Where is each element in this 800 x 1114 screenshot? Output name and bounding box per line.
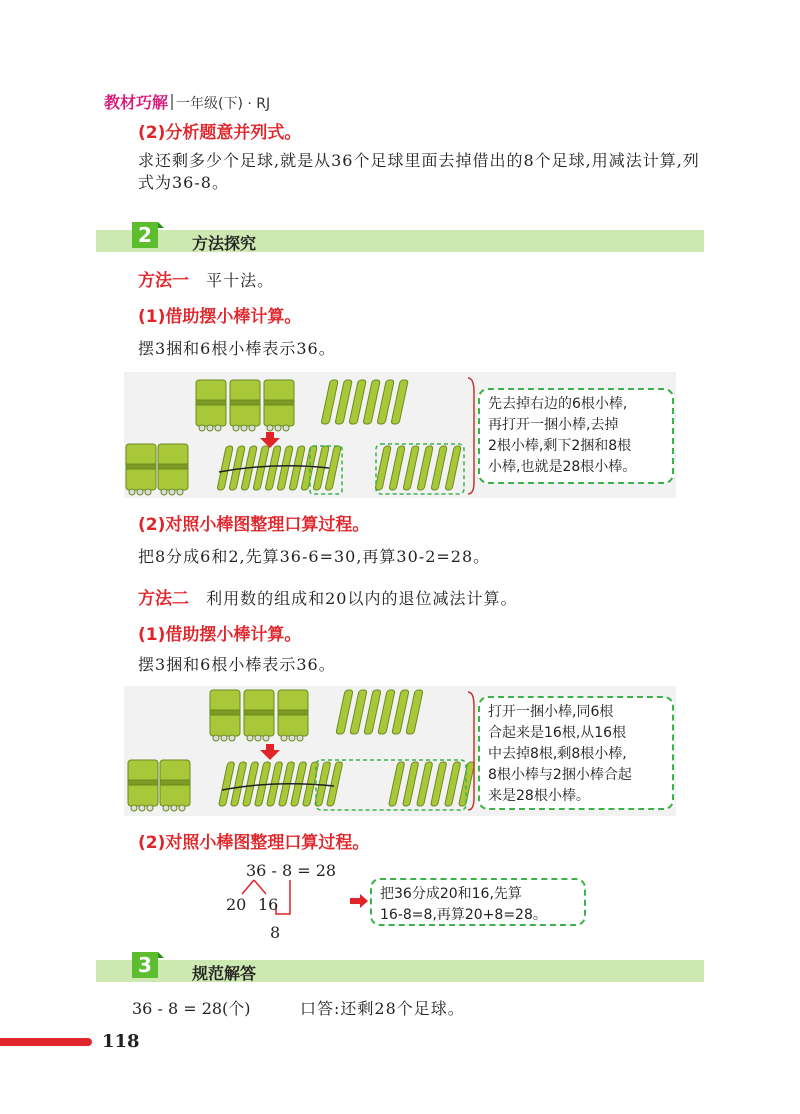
- page-number: 118: [102, 1031, 140, 1052]
- method-one-label: 方法一: [138, 271, 189, 291]
- method-one-step2: (2)对照小棒图整理口算过程。: [138, 515, 370, 535]
- method-one-note: 先去掉右边的6根小棒, 再打开一捆小棒,去掉 2根小棒,剩下2捆和8根 小棒,也就是28根小棒。: [478, 388, 674, 484]
- method-one-heading: [138, 266, 274, 292]
- split-left: 20: [226, 895, 247, 914]
- section-bar-standard-answer: [96, 953, 704, 983]
- step-analyze-text: 求还剩多少个足球,就是从36个足球里面去掉借出的8个足球,用减法计算,列式为36-8。: [138, 151, 700, 192]
- section-title: 规范解答: [192, 964, 257, 983]
- section-number-badge: 3: [132, 952, 158, 978]
- book-brand: 教材巧解: [104, 93, 169, 112]
- method-two-heading: [138, 584, 517, 610]
- method-two-calc-note: 把36分成20和16,先算 16-8=8,再算20+8=28。: [370, 878, 586, 926]
- method-two-name: 利用数的组成和20以内的退位减法计算。: [206, 589, 518, 608]
- answer-equation: 36 - 8 = 28(个): [132, 999, 251, 1018]
- method-one-step1: (1)借助摆小棒计算。: [138, 307, 302, 327]
- split-equation: 36 - 8 = 28: [246, 861, 337, 880]
- header-divider: [171, 94, 173, 110]
- method-one-calc: 把8分成6和2,先算36-6=30,再算30-2=28。: [138, 547, 491, 566]
- split-right: 16: [258, 895, 279, 914]
- book-grade: 一年级(下) · RJ: [176, 96, 271, 112]
- split-subtrahend: 8: [270, 923, 281, 942]
- method-two-label: 方法二: [138, 589, 189, 609]
- page-footer-bar: [0, 1038, 92, 1046]
- method-two-text: 摆3捆和6根小棒表示36。: [138, 655, 336, 674]
- method-two-step1: (1)借助摆小棒计算。: [138, 625, 302, 645]
- method-one-text: 摆3捆和6根小棒表示36。: [138, 339, 336, 358]
- section-title: 方法探究: [192, 234, 257, 253]
- method-one-name: 平十法。: [206, 271, 275, 290]
- step-analyze-title: (2)分析题意并列式。: [138, 123, 302, 143]
- book-header: [104, 90, 270, 113]
- method-two-step2: (2)对照小棒图整理口算过程。: [138, 833, 370, 853]
- section-bar-method-explore: [96, 223, 704, 253]
- bundle: [196, 380, 226, 431]
- section-number-badge: 2: [132, 222, 158, 248]
- arrow-right-icon: [350, 894, 370, 908]
- method-two-note: 打开一捆小棒,同6根 合起来是16根,从16根 中去掉8根,剩8根小棒, 8根小棒与2捆小棒合起 来是28根小棒。: [478, 696, 674, 810]
- answer-reply: 口答:还剩28个足球。: [300, 999, 465, 1018]
